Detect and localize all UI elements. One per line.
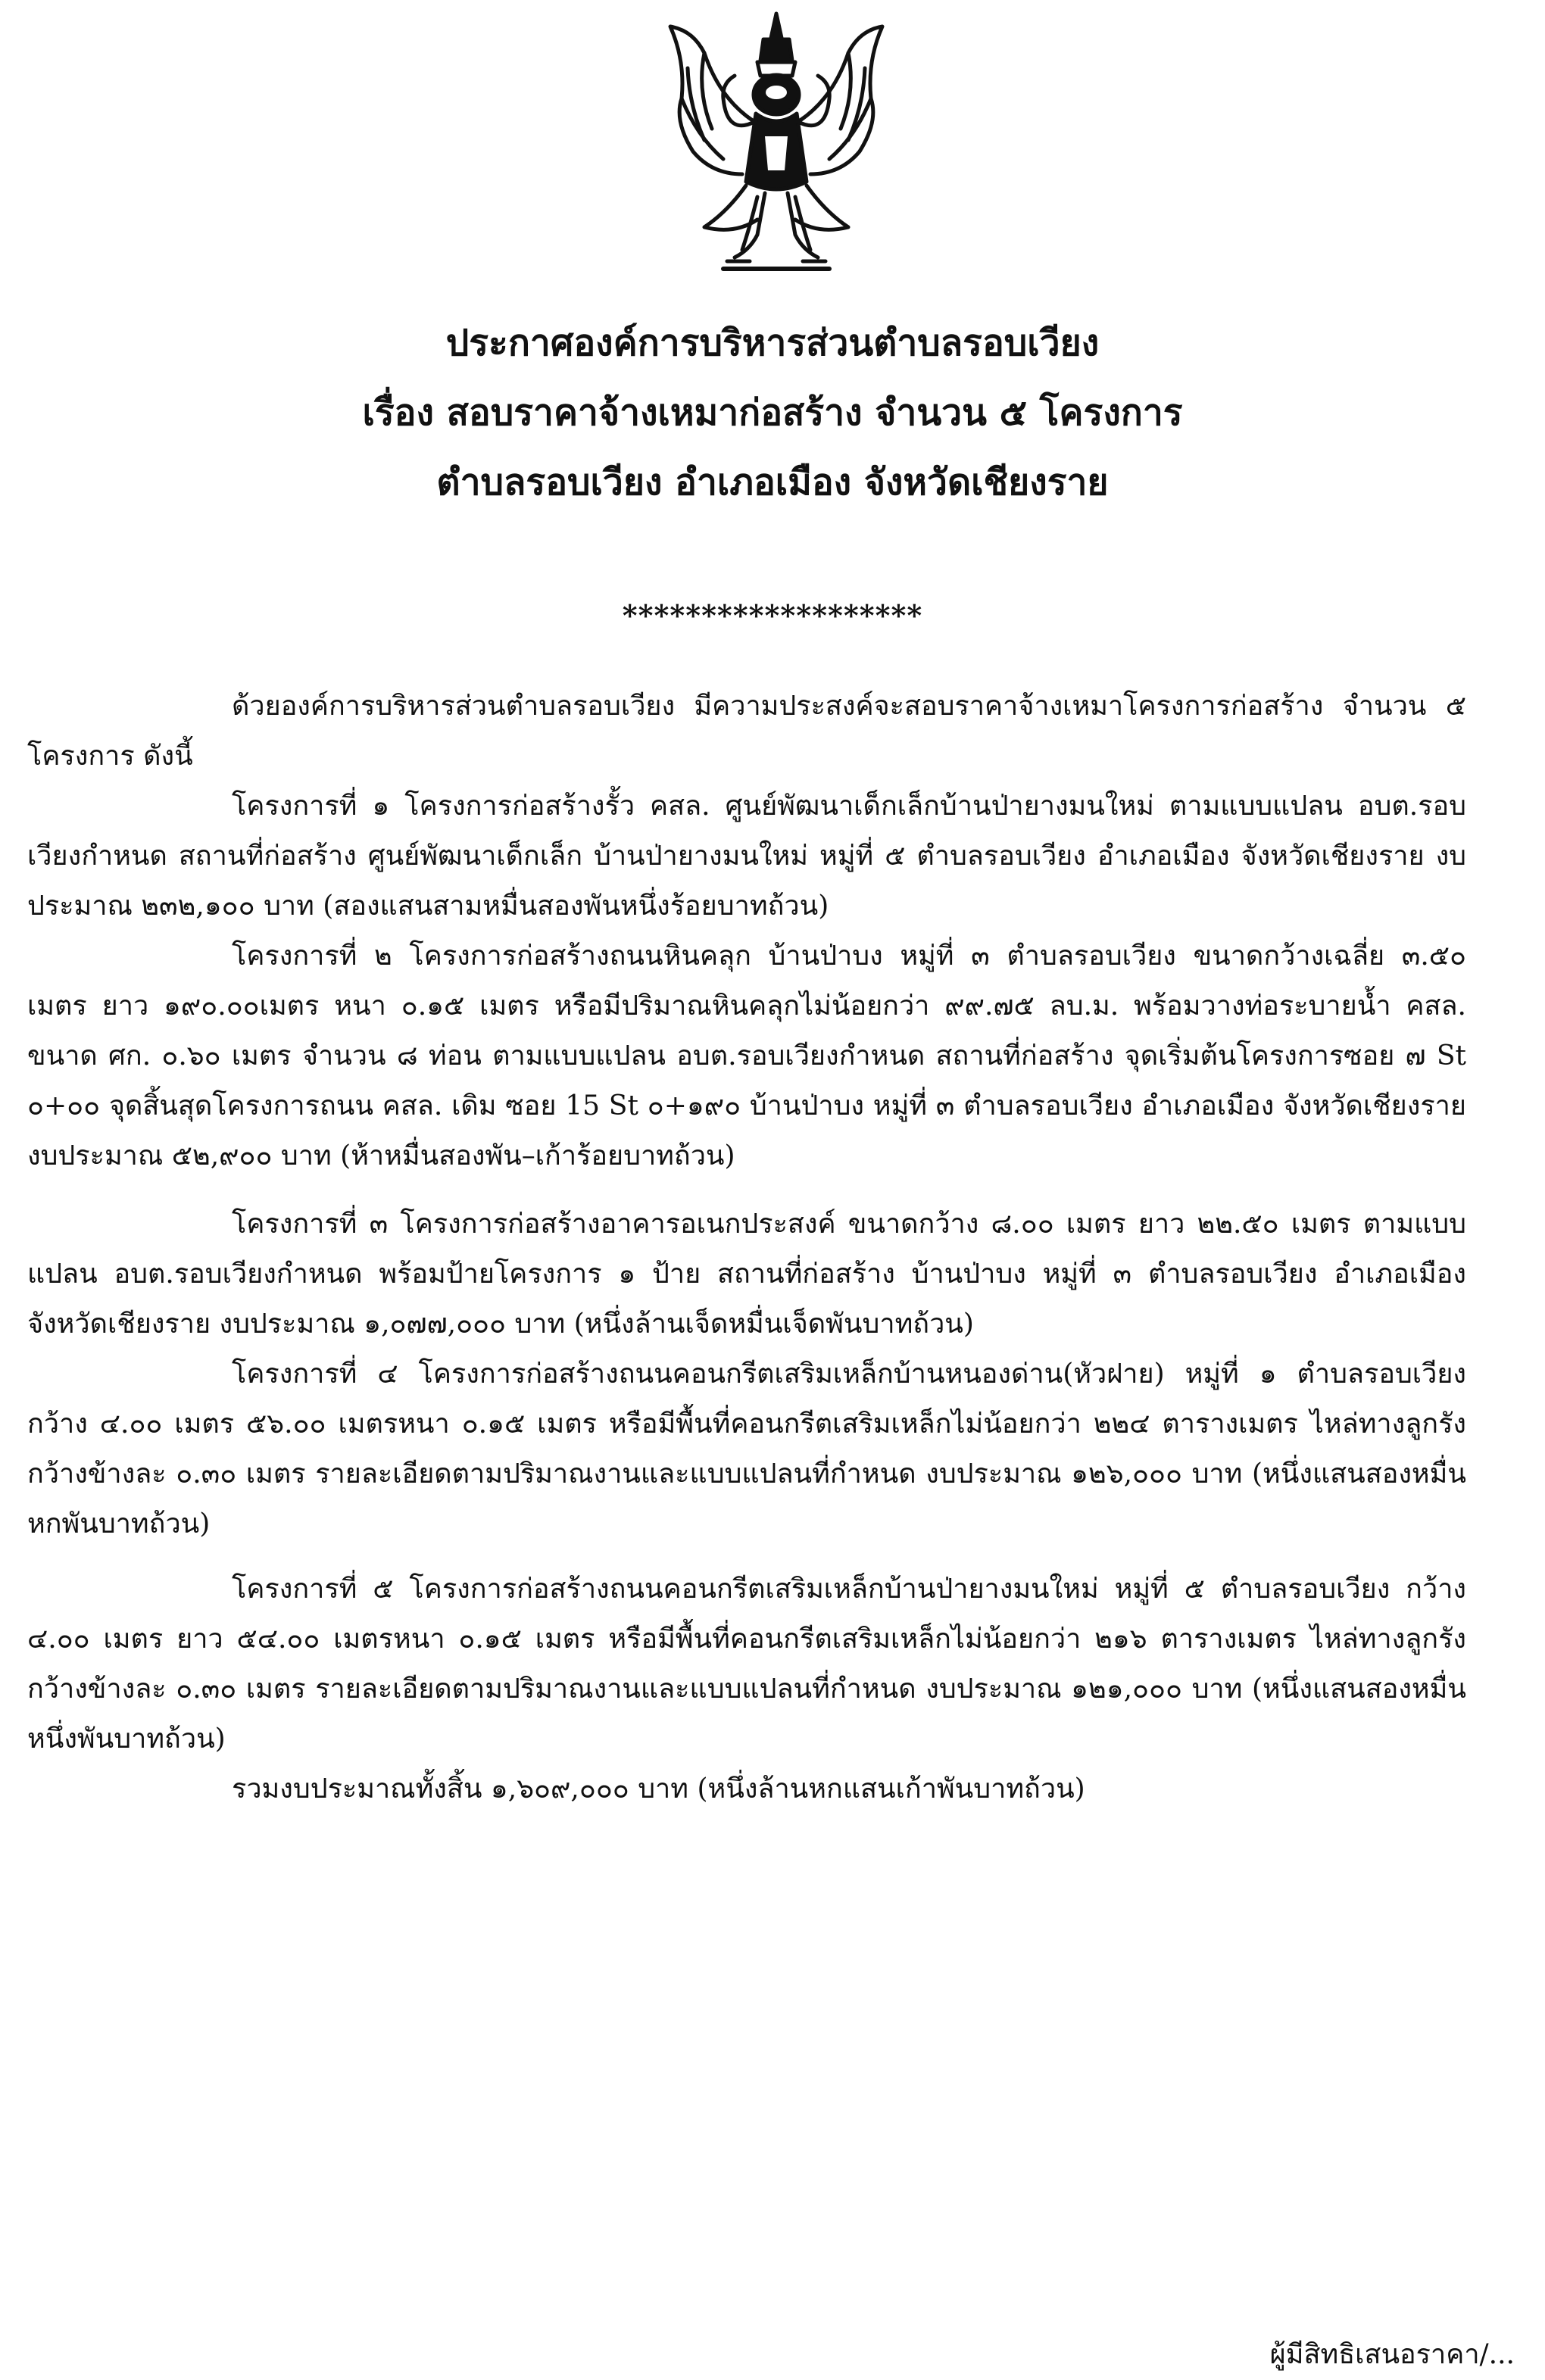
project-2-paragraph: โครงการที่ ๒ โครงการก่อสร้างถนนหินคลุก บ้านป่าบง หมู่ที่ ๓ ตำบลรอบเวียง ขนาดกว้างเฉลี่ย ๓.๕๐ เมตร ยาว ๑๙๐.๐๐เมตร หนา ๐.๑๕ เมตร หรือมีปริมาณหินคลุกไม่น้อยกว่า ๙๙.๗๕ ลบ.ม. พร้อมวางท่อระบายน้ำ คสล. ขนาด ศก. ๐.๖๐ เมตร จำนวน ๘ ท่อน ตามแบบแปลน อบต.รอบเวียงกำหนด สถานที่ก่อสร้าง จุดเริ่มต้นโครงการซอย ๗ St ๐+๐๐ จุดสิ้นสุดโครงการถนน คสล. เดิม ซอย 15 St ๐+๑๙๐ บ้านป่าบง หมู่ที่ ๓ ตำบลรอบเวียง อำเภอเมือง จังหวัดเชียงราย งบประมาณ ๕๒,๙๐๐ บาท (ห้าหมื่นสองพัน–เก้าร้อยบาทถ้วน) <box>27 940 1466 1171</box>
title-location: ตำบลรอบเวียง อำเภอเมือง จังหวัดเชียงราย <box>436 461 1109 504</box>
project-3-paragraph: โครงการที่ ๓ โครงการก่อสร้างอาคารอเนกประสงค์ ขนาดกว้าง ๘.๐๐ เมตร ยาว ๒๒.๕๐ เมตร ตามแบบแปลน อบต.รอบเวียงกำหนด พร้อมป้ายโครงการ ๑ ป้าย สถานที่ก่อสร้าง บ้านป่าบง หมู่ที่ ๓ ตำบลรอบเวียง อำเภอเมือง จังหวัดเชียงราย งบประมาณ ๑,๐๗๗,๐๐๐ บาท (หนึ่งล้านเจ็ดหมื่นเจ็ดพันบาทถ้วน) <box>27 1209 1466 1340</box>
document-title <box>0 318 1545 527</box>
project-5-paragraph: โครงการที่ ๕ โครงการก่อสร้างถนนคอนกรีตเสริมเหล็กบ้านป่ายางมนใหม่ หมู่ที่ ๕ ตำบลรอบเวียง กว้าง ๔.๐๐ เมตร ยาว ๕๔.๐๐ เมตรหนา ๐.๑๕ เมตร หรือมีพื้นที่คอนกรีตเสริมเหล็กไม่น้อยกว่า ๒๑๖ ตารางเมตร ไหล่ทางลูกรังกว้างข้างละ ๐.๓๐ เมตร รายละเอียดตามปริมาณงานและแบบแปลนที่กำหนด งบประมาณ ๑๒๑,๐๐๐ บาท (หนึ่งแสนสองหมื่นหนึ่งพันบาทถ้วน) <box>27 1574 1466 1755</box>
project-1-paragraph: โครงการที่ ๑ โครงการก่อสร้างรั้ว คสล. ศูนย์พัฒนาเด็กเล็กบ้านป่ายางมนใหม่ ตามแบบแปลน อบต.รอบเวียงกำหนด สถานที่ก่อสร้าง ศูนย์พัฒนาเด็กเล็ก บ้านป่ายางมนใหม่ หมู่ที่ ๕ ตำบลรอบเวียง อำเภอเมือง จังหวัดเชียงราย งบประมาณ ๒๓๒,๑๐๐ บาท (สองแสนสามหมื่นสองพันหนึ่งร้อยบาทถ้วน) <box>27 791 1466 922</box>
document-body <box>27 682 1466 1829</box>
garuda-emblem-icon <box>651 8 901 280</box>
project-4-paragraph: โครงการที่ ๔ โครงการก่อสร้างถนนคอนกรีตเสริมเหล็กบ้านหนองด่าน(หัวฝาย) หมู่ที่ ๑ ตำบลรอบเวียง กว้าง ๔.๐๐ เมตร ๕๖.๐๐ เมตรหนา ๐.๑๕ เมตร หรือมีพื้นที่คอนกรีตเสริมเหล็กไม่น้อยกว่า ๒๒๔ ตารางเมตร ไหล่ทางลูกรังกว้างข้างละ ๐.๓๐ เมตร รายละเอียดตามปริมาณงานและแบบแปลนที่กำหนด งบประมาณ ๑๒๖,๐๐๐ บาท (หนึ่งแสนสองหมื่นหกพันบาทถ้วน) <box>27 1358 1467 1539</box>
intro-paragraph: ด้วยองค์การบริหารส่วนตำบลรอบเวียง มีความประสงค์จะสอบราคาจ้างเหมาโครงการก่อสร้าง จำนวน ๕ โครงการ ดังนี้ <box>27 691 1466 772</box>
title-subject: เรื่อง สอบราคาจ้างเหมาก่อสร้าง จำนวน ๕ โครงการ <box>362 391 1183 434</box>
total-budget: รวมงบประมาณทั้งสิ้น ๑,๖๐๙,๐๐๐ บาท (หนึ่งล้านหกแสนเก้าพันบาทถ้วน) <box>232 1773 1085 1804</box>
continuation-note: ผู้มีสิทธิเสนอราคา/... <box>1269 2339 1515 2370</box>
title-organization: ประกาศองค์การบริหารส่วนตำบลรอบเวียง <box>445 322 1100 364</box>
separator: ******************* <box>622 598 923 632</box>
